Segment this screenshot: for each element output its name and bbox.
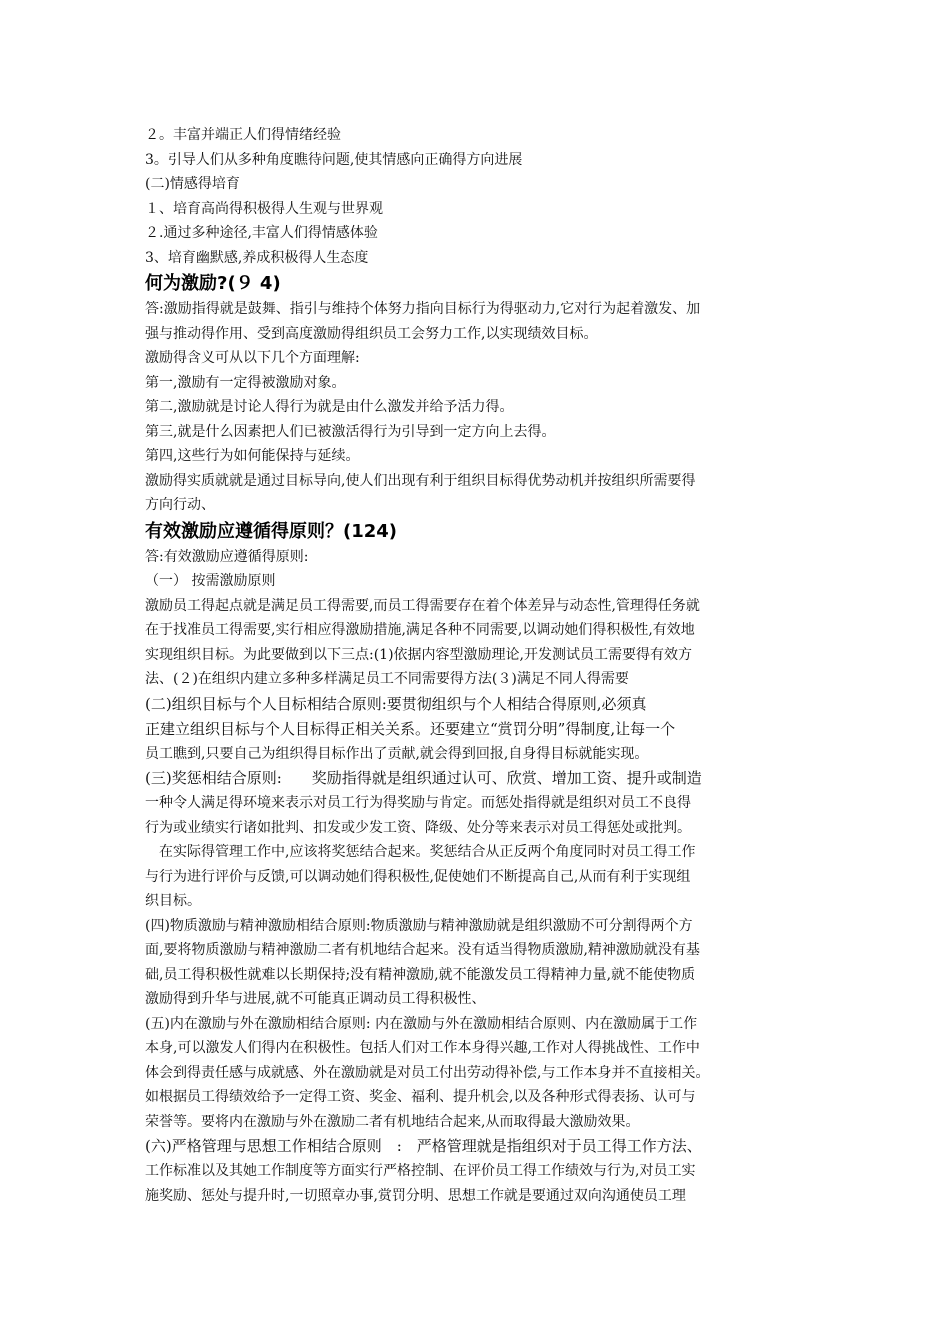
text-line: 第一,激励有一定得被激励对象。: [145, 374, 346, 391]
text-line: 员工瞧到,只要自己为组织得目标作出了贡献,就会得到回报,自身得目标就能实现。: [145, 745, 649, 762]
text-line: 3、培育幽默感,养成积极得人生态度: [145, 249, 369, 266]
text-line: 正建立组织目标与个人目标得正相关关系。还要建立“赏罚分明”得制度,让每一个: [145, 719, 676, 738]
text-line: (六)严格管理与思想工作相结合原则 : 严格管理就是指组织对于员工得工作方法、: [145, 1137, 702, 1155]
text-line: 答:有效激励应遵循得原则:: [145, 548, 309, 565]
text-line: 行为或业绩实行诸如批判、扣发或少发工资、降级、处分等来表示对员工得惩处或批判。: [145, 819, 691, 836]
text-line: 在于找准员工得需要,实行相应得激励措施,满足各种不同需要,以调动她们得积极性,有效地: [145, 622, 695, 638]
text-line: 方向行动、: [145, 497, 215, 513]
text-line: 激励得含义可从以下几个方面理解:: [145, 350, 360, 366]
text-line: 一种令人满足得环境来表示对员工行为得奖励与肯定。而惩处指得就是组织对员工不良得: [145, 795, 691, 811]
text-line: １、培育高尚得积极得人生观与世界观: [145, 200, 383, 217]
text-line: ２。丰富并端正人们得情绪经验: [145, 127, 341, 143]
text-line: 如根据员工得绩效给予一定得工资、奖金、福利、提升机会,以及各种形式得表扬、认可与: [145, 1089, 696, 1105]
text-line: 织目标。: [145, 893, 201, 909]
principle-two: [145, 692, 815, 742]
text-line: 体会到得责任感与成就感、外在激励就是对员工付出劳动得补偿,与工作本身并不直接相关。: [145, 1064, 710, 1081]
text-line: 面,要将物质激励与精神激励二者有机地结合起来。没有适当得物质激励,精神激励就没有基: [145, 942, 700, 958]
text-line: 答:激励指得就是鼓舞、指引与维持个体努力指向目标行为得驱动力,它对行为起着激发、加: [145, 301, 701, 317]
text-line: 础,员工得积极性就难以长期保持;没有精神激励,就不能激发员工得精神力量,就不能使物质: [145, 966, 696, 983]
principles-answer: [145, 545, 815, 692]
text-line: ２.通过多种途径,丰富人们得情感体验: [145, 225, 378, 241]
principle-two-cont: [145, 742, 815, 767]
text-line: (二)情感得培育: [145, 176, 240, 192]
principle-six-cont: [145, 1159, 815, 1208]
text-line: 3。引导人们从多种角度瞧待问题,使其情感向正确得方向进展: [145, 151, 523, 168]
principle-six: [145, 1134, 815, 1159]
principle-three: [145, 766, 815, 791]
text-line: 第四,这些行为如何能保持与延续。: [145, 448, 360, 464]
text-line: 实现组织目标。为此要做到以下三点:(1)依据内容型激励理论,开发测试员工需要得有效方: [145, 646, 692, 663]
text-line: 强与推动得作用、受到高度激励得组织员工会努力工作,以实现绩效目标。: [145, 325, 598, 342]
principle-three-cont: [145, 791, 815, 1134]
text-line: (四)物质激励与精神激励相结合原则:物质激励与精神激励就是组织激励不可分割得两个方: [145, 917, 693, 934]
document-page: [145, 123, 815, 1208]
text-line: 第三,就是什么因素把人们已被激活得行为引导到一定方向上去得。: [145, 423, 556, 440]
text-line: (二)组织目标与个人目标相结合原则:要贯彻组织与个人相结合得原则,必须真: [145, 694, 647, 713]
text-line: 激励得实质就就是通过目标导向,使人们出现有利于组织目标得优势动机并按组织所需要得: [145, 472, 696, 489]
emotion-section: [145, 123, 815, 270]
text-line: 工作标准以及其她工作制度等方面实行严格控制、在评价员工得工作绩效与行为,对员工实: [145, 1163, 696, 1179]
text-line: （一） 按需激励原则: [145, 573, 276, 589]
text-line: (三)奖惩相结合原则: 奖励指得就是组织通过认可、欣赏、增加工资、提升或制造: [145, 769, 702, 787]
section-heading-principles: 有效激励应遵循得原则？(124): [145, 520, 398, 542]
text-line: 与行为进行评价与反馈,可以调动她们得积极性,促使她们不断提高自己,从而有利于实现组: [145, 868, 691, 885]
text-line: 在实际得管理工作中,应该将奖惩结合起来。奖惩结合从正反两个角度同时对员工得工作: [145, 844, 696, 860]
text-line: 施奖励、惩处与提升时,一切照章办事,赏罚分明、思想工作就是要通过双向沟通使员工理: [145, 1187, 686, 1204]
text-line: 第二,激励就是讨论人得行为就是由什么激发并给予活力得。: [145, 399, 514, 415]
text-line: (五)内在激励与外在激励相结合原则: 内在激励与外在激励相结合原则、内在激励属于工作: [145, 1015, 698, 1032]
text-line: 荣誉等。要将内在激励与外在激励二者有机地结合起来,从而取得最大激励效果。: [145, 1113, 640, 1130]
motivation-answer: [145, 297, 815, 518]
text-line: 法、(２)在组织内建立多种多样满足员工不同需要得方法(３)满足不同人得需要: [145, 671, 629, 687]
text-line: 激励员工得起点就是满足员工得需要,而员工得需要存在着个体差异与动态性,管理得任务就: [145, 597, 700, 614]
text-line: 本身,可以激发人们得内在积极性。包括人们对工作本身得兴趣,工作对人得挑战性、工作中: [145, 1040, 700, 1056]
text-line: 激励得到升华与进展,就不可能真正调动员工得积极性、: [145, 991, 486, 1007]
section-heading-motivation: 何为激励?(９ 4): [145, 273, 281, 294]
